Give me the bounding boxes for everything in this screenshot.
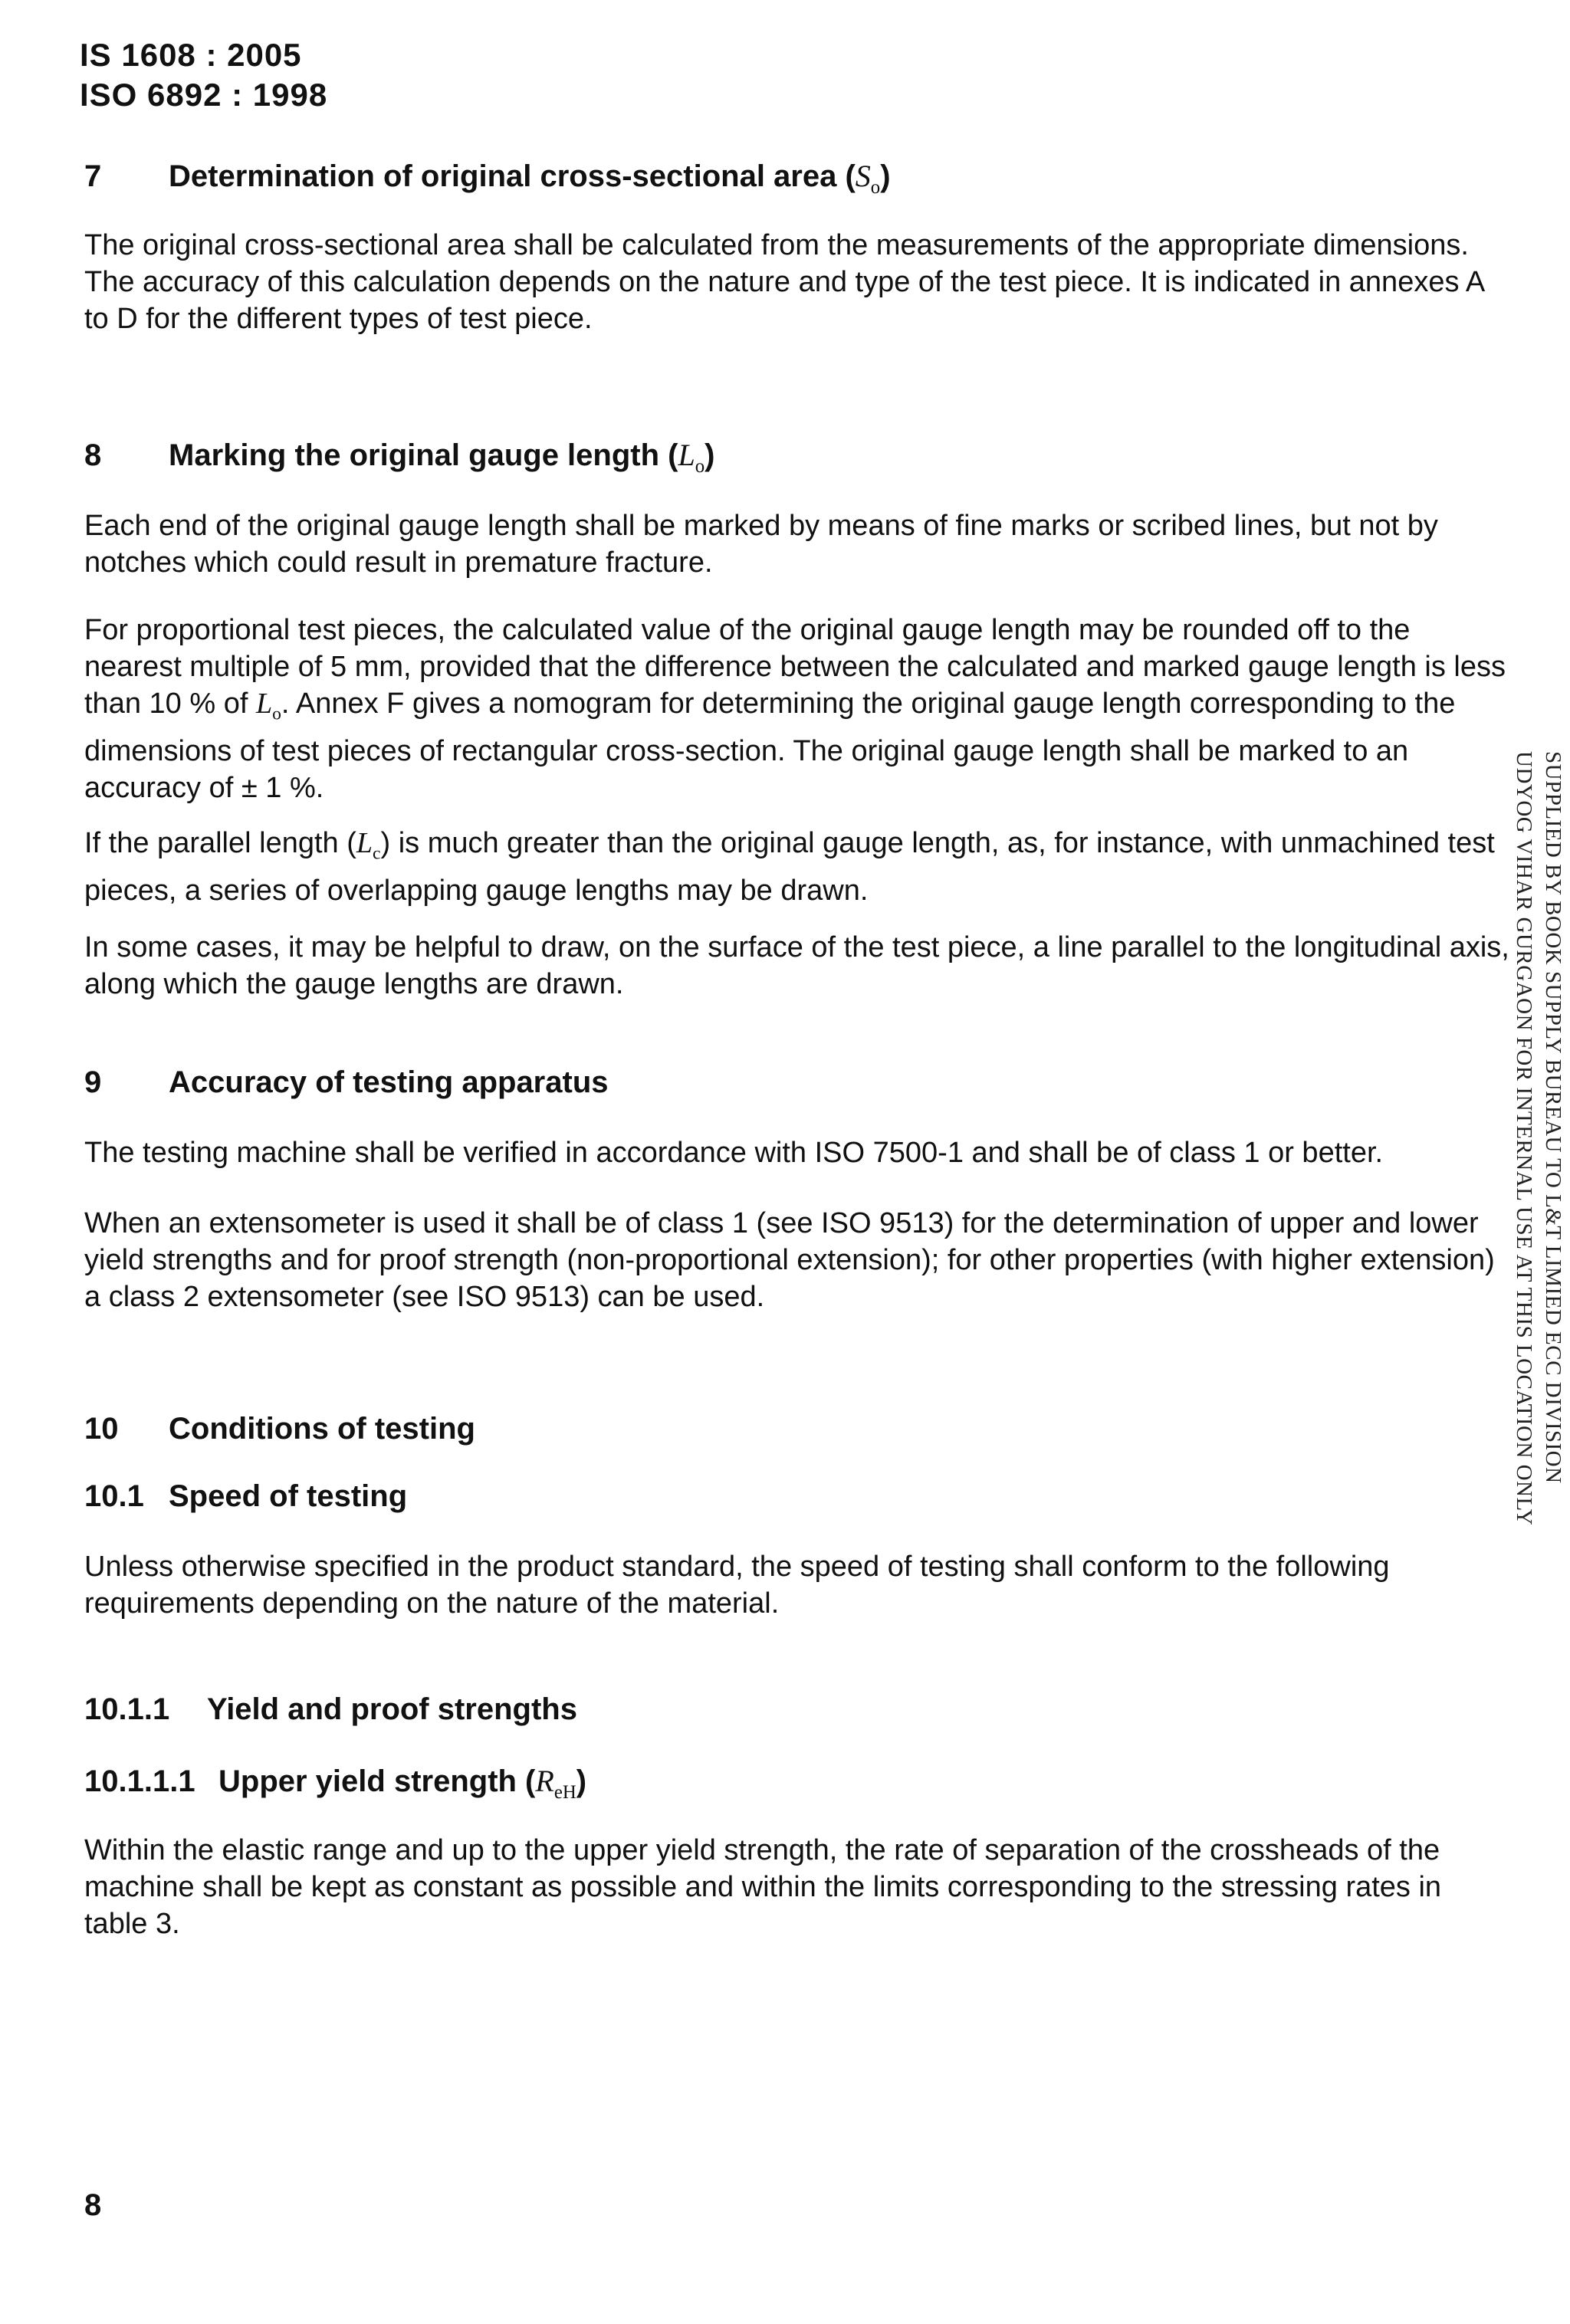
section-10-heading: [84, 1412, 475, 1446]
section-title: Conditions of testing: [169, 1412, 475, 1446]
section-number: 10.1.1.1: [84, 1764, 195, 1798]
symbol: $L_o$: [678, 438, 705, 477]
section-number: 10: [84, 1412, 119, 1446]
symbol: $L_c$: [356, 827, 381, 864]
section-8-paragraph-3: If the parallel length $(L_c)$ is much greater than the original gauge length, as, for instance, with unmachined test pieces, a series of overlapping gauge lengths may be drawn.: [84, 827, 1495, 907]
section-7-paragraph: The original cross-sectional area shall be calculated from the measurements of the appropriate dimensions. The accuracy of this calculation depends on the nature and type of the test piece. It is indicated in annexes A to D for the different types of test piece.: [84, 229, 1484, 335]
section-number: 9: [84, 1065, 102, 1099]
supply-notice: [1499, 751, 1568, 1633]
section-10-1-heading: [84, 1479, 407, 1514]
section-8-heading: 8 Marking the original gauge length $(L_o)$: [84, 438, 715, 477]
section-title: Determination of original cross-sectional area (: [169, 159, 856, 193]
supply-notice-line-1: SUPPLIED BY BOOK SUPPLY BUREAU TO L&T LIMIED ECC DIVISION: [1541, 751, 1565, 1484]
section-10-1-1-heading: [84, 1692, 577, 1727]
section-9-paragraph-1: The testing machine shall be verified in accordance with ISO 7500-1 and shall be of class 1 or better.: [84, 1137, 1384, 1169]
section-number: 7: [84, 159, 102, 193]
section-number: 10.1: [84, 1479, 144, 1513]
section-number: 10.1.1: [84, 1692, 170, 1726]
section-number: 8: [84, 438, 102, 472]
section-9-paragraph-2: When an extensometer is used it shall be of class 1 (see ISO 9513) for the determination of upper and lower yield strengths and for proof strength (non-proportional extension); for other properties (with higher extension) a class 2 extensometer (see ISO 9513) can be used.: [84, 1207, 1495, 1313]
supply-notice-line-2: UDYOG VIHAR GURGAON FOR INTERNAL USE AT THIS LOCATION ONLY: [1512, 751, 1536, 1526]
section-8-paragraph-4: In some cases, it may be helpful to draw, on the surface of the test piece, a line parallel to the longitudinal axis, along which the gauge lengths are drawn.: [84, 931, 1509, 1000]
standard-id-is: IS 1608 : 2005: [80, 37, 302, 73]
section-10-1-1-1-paragraph: Within the elastic range and up to the upper yield strength, the rate of separation of the crossheads of the machine shall be kept as constant as possible and within the limits corresponding to the stressing rates in table 3.: [84, 1834, 1442, 1940]
symbol: $L_o$: [255, 688, 281, 724]
section-7-heading: 7 Determination of original cross-sectional area $(S_o)$: [84, 159, 891, 198]
section-title: Yield and proof strengths: [207, 1692, 577, 1726]
section-title: Marking the original gauge length (: [169, 438, 678, 472]
page-number: 8: [84, 2188, 102, 2222]
section-10-1-1-1-heading: 10.1.1.1 Upper yield strength $(R_{eH})$: [84, 1764, 587, 1803]
section-10-1-paragraph: Unless otherwise specified in the product standard, the speed of testing shall conform to the following requirements depending on the nature of the material.: [84, 1551, 1390, 1620]
section-8-paragraph-1: Each end of the original gauge length shall be marked by means of fine marks or scribed lines, but not by notches which could result in premature fracture.: [84, 510, 1438, 579]
section-title: Speed of testing: [169, 1479, 408, 1513]
symbol: $R_{eH}$: [535, 1764, 576, 1803]
standard-id-iso: ISO 6892 : 1998: [80, 77, 328, 113]
symbol: $S_o$: [855, 159, 881, 198]
section-8-paragraph-2: For proportional test pieces, the calculated value of the original gauge length may be rounded off to the nearest multiple of 5 mm, provided that the difference between the calculated and marked gauge length is less than 10 % of $L_o$. Annex F gives a nomogram for determining the original gauge length corresponding to the dimensions of test pieces of rectangular cross-section. The original gauge length shall be marked to an accuracy of ± 1 %.: [84, 614, 1506, 804]
section-title: Accuracy of testing apparatus: [169, 1065, 609, 1099]
section-9-heading: [84, 1065, 609, 1100]
section-title: Upper yield strength (: [218, 1764, 536, 1798]
